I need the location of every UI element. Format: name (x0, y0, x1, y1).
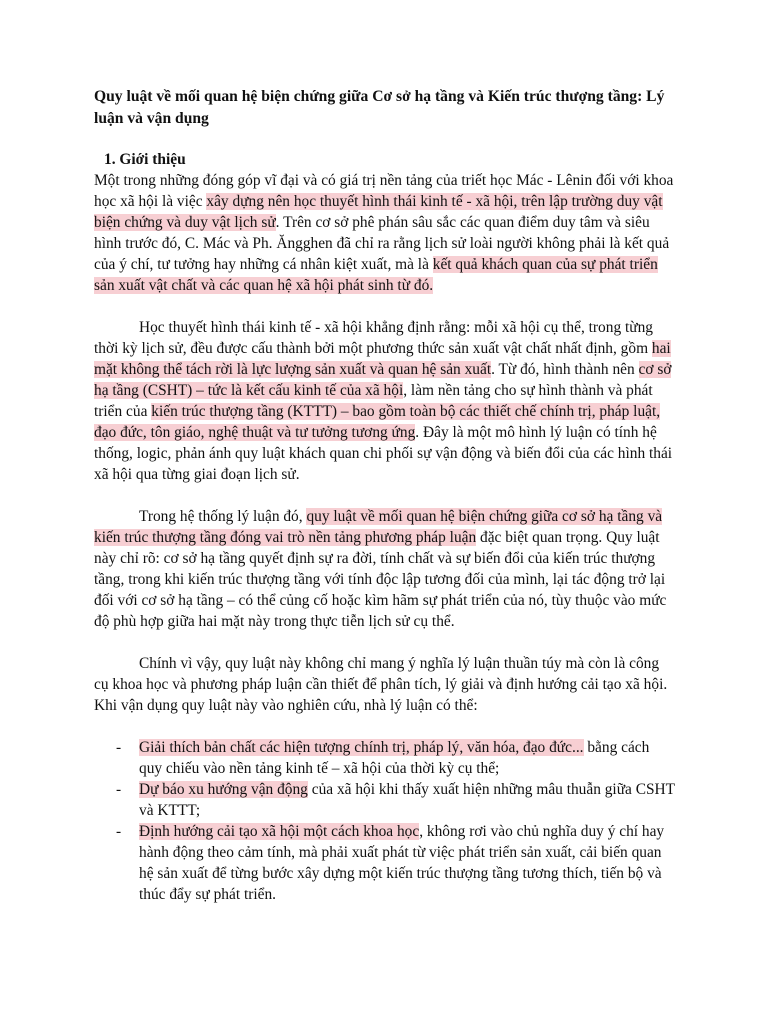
paragraph-2-text-2: . Từ đó, hình thành nên (491, 361, 639, 378)
paragraph-2 (94, 317, 676, 485)
paragraph-2-text-4: . Đây là một mô hình lý luận có tính hệ thống, logic, phản ánh quy luật khách quan chi phối sự vận động và biến đổi của các hình thái xã hội qua từng giai đoạn lịch sử. (94, 424, 673, 483)
paragraph-1-text-1: Một trong những đóng góp vĩ đại và có giá trị nền tảng của triết học Mác - Lênin đối với khoa học xã hội là việc (94, 172, 674, 210)
paragraph-2-highlight-3: kiến trúc thượng tầng (KTTT) – bao gồm toàn bộ các thiết chế chính trị, pháp luật, đạo đức, tôn giáo, nghệ thuật và tư tưởng tương ứng (94, 403, 661, 441)
bullet-3-highlight: Định hướng cải tạo xã hội một cách khoa học (139, 823, 420, 840)
paragraph-2-highlight-2: cơ sở hạ tầng (CSHT) – tức là kết cấu kinh tế của xã hội (94, 361, 672, 399)
paragraph-1-highlight-2: kết quả khách quan của sự phát triển sản xuất vật chất và các quan hệ xã hội phát sinh từ đó. (94, 256, 658, 294)
document-page (94, 86, 676, 905)
document-title: Quy luật về mối quan hệ biện chứng giữa Cơ sở hạ tầng và Kiến trúc thượng tầng: Lý luận và vận dụng (94, 88, 665, 127)
bullet-dash: - (116, 823, 122, 840)
bullet-2-text: của xã hội khi thấy xuất hiện những mâu thuẫn giữa CSHT và KTTT; (139, 781, 675, 819)
paragraph-1 (94, 170, 676, 296)
paragraph-3-text-1: Trong hệ thống lý luận đó, (139, 508, 307, 525)
bullet-item-3 (94, 821, 676, 905)
bullet-list (94, 737, 676, 905)
bullet-2-highlight: Dự báo xu hướng vận động (139, 781, 308, 798)
bullet-item-1 (94, 737, 676, 779)
bullet-3-text: , không rơi vào chủ nghĩa duy ý chí hay hành động theo cảm tính, mà phải xuất phát từ việc phát triển sản xuất, cải biến quan hệ sản xuất để từng bước xây dựng một kiến trúc thượng tầng tương thích, tiến bộ và thúc đẩy sự phát triển. (139, 823, 665, 903)
paragraph-2-highlight-1: hai mặt không thể tách rời là lực lượng sản xuất và quan hệ sản xuất (94, 340, 671, 378)
bullet-1-text: bằng cách quy chiếu vào nền tảng kinh tế – xã hội của thời kỳ cụ thể; (139, 739, 650, 777)
bullet-1-highlight: Giải thích bản chất các hiện tượng chính trị, pháp lý, văn hóa, đạo đức... (139, 739, 584, 756)
bullet-dash: - (116, 739, 122, 756)
bullet-item-2 (94, 779, 676, 821)
bullet-dash: - (116, 781, 122, 798)
paragraph-4: Chính vì vậy, quy luật này không chỉ mang ý nghĩa lý luận thuần túy mà còn là công cụ khoa học và phương pháp luận cần thiết để phân tích, lý giải và định hướng cải tạo xã hội. Khi vận dụng quy luật này vào nghiên cứu, nhà lý luận có thể: (94, 655, 668, 714)
paragraph-3-text-2: đặc biệt quan trọng. Quy luật này chỉ rõ: cơ sở hạ tầng quyết định sự ra đời, tính chất và sự biến đổi của kiến trúc thượng tầng, trong khi kiến trúc thượng tầng với tính độc lập tương đối của mình, lại tác động trở lại đối với cơ sở hạ tầng – có thể củng cố hoặc kìm hãm sự phát triển của nó, tùy thuộc vào mức độ phù hợp giữa hai mặt này trong thực tiễn lịch sử cụ thể. (94, 529, 667, 630)
paragraph-3-highlight-1: quy luật về mối quan hệ biện chứng giữa cơ sở hạ tầng và kiến trúc thượng tầng đóng vai trò nền tảng phương pháp luận (94, 508, 663, 546)
paragraph-1-highlight-1: xây dựng nên học thuyết hình thái kinh tế - xã hội, trên lập trường duy vật biện chứng và duy vật lịch sử (94, 193, 663, 231)
paragraph-1-text-2: . Trên cơ sở phê phán sâu sắc các quan điểm duy tâm và siêu hình trước đó, C. Mác và Ph. Ăngghen đã chỉ ra rằng lịch sử loài người không phải là kết quả của ý chí, tư tưởng hay những cá nhân kiệt xuất, mà là (94, 214, 670, 273)
paragraph-2-text-1: Học thuyết hình thái kinh tế - xã hội khẳng định rằng: mỗi xã hội cụ thể, trong từng thời kỳ lịch sử, đều được cấu thành bởi một phương thức sản xuất vật chất nhất định, gồm (94, 319, 654, 357)
paragraph-3 (94, 506, 676, 632)
paragraph-2-text-3: , làm nền tảng cho sự hình thành và phát triển của (94, 382, 653, 420)
section-heading-introduction: 1. Giới thiệu (104, 151, 186, 168)
